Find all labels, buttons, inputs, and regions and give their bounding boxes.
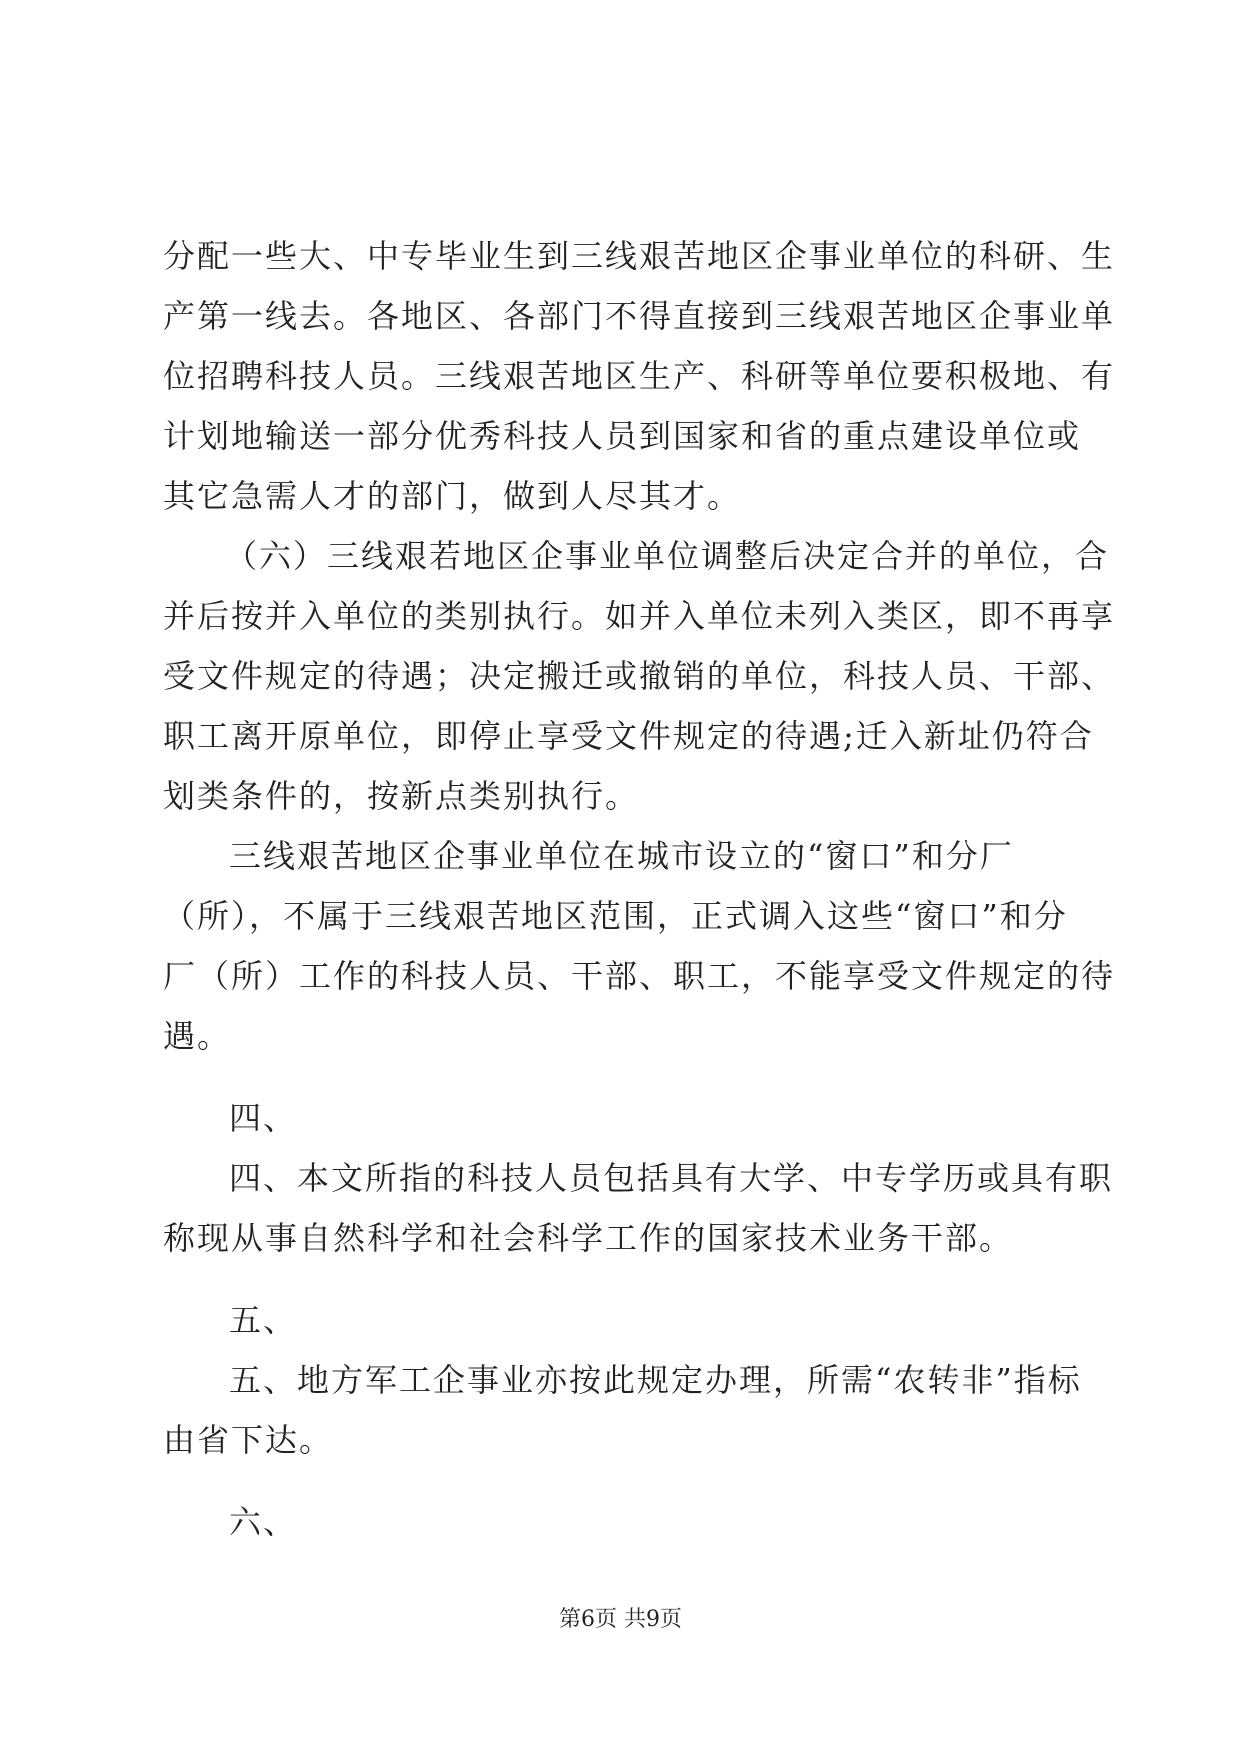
text-line: 四、本文所指的科技人员包括具有大学、中专学历或具有职	[229, 1159, 1114, 1197]
text-line: 称现从事自然科学和社会科学工作的国家技术业务干部。	[163, 1219, 1014, 1257]
section-heading: 五、	[229, 1301, 298, 1339]
text-line: 三线艰苦地区企事业单位在城市设立的“窗口”和分厂	[229, 837, 1014, 875]
text-line: 遇。	[163, 1017, 232, 1055]
section-heading: 四、	[229, 1099, 298, 1137]
text-line: 并后按并入单位的类别执行。如并入单位未列入类区，即不再享	[163, 597, 1116, 635]
text-line: 由省下达。	[163, 1421, 334, 1459]
paragraph-gap	[163, 1066, 1083, 1088]
text-line: 受文件规定的待遇；决定搬迁或撤销的单位，科技人员、干部、	[163, 657, 1116, 695]
text-line: 产第一线去。各地区、各部门不得直接到三线艰苦地区企事业单	[163, 297, 1116, 335]
paragraph-gap	[163, 1470, 1083, 1492]
document-body	[163, 226, 1116, 1552]
text-line: 其它急需人才的部门，做到人尽其才。	[163, 477, 742, 515]
text-line: 职工离开原单位，即停止享受文件规定的待遇;迁入新址仍符合	[163, 717, 1094, 755]
text-line: 分配一些大、中专毕业生到三线艰苦地区企事业单位的科研、生	[163, 237, 1116, 275]
section-heading: 六、	[229, 1503, 298, 1541]
paragraph-gap	[163, 1268, 1083, 1290]
text-line: 厂（所）工作的科技人员、干部、职工，不能享受文件规定的待	[163, 957, 1116, 995]
text-line: （六）三线艰若地区企事业单位调整后决定合并的单位，合	[225, 537, 1110, 575]
page-footer: 第6页 共9页	[559, 1607, 682, 1632]
text-line: 划类条件的，按新点类别执行。	[163, 777, 640, 815]
text-line: （所），不属于三线艰苦地区范围，正式调入这些“窗口”和分	[163, 897, 1068, 935]
text-line: 位招聘科技人员。三线艰苦地区生产、科研等单位要积极地、有	[163, 357, 1116, 395]
text-line: 五、地方军工企事业亦按此规定办理，所需“农转非”指标	[229, 1361, 1082, 1399]
text-line: 计划地输送一部分优秀科技人员到国家和省的重点建设单位或	[163, 417, 1082, 455]
